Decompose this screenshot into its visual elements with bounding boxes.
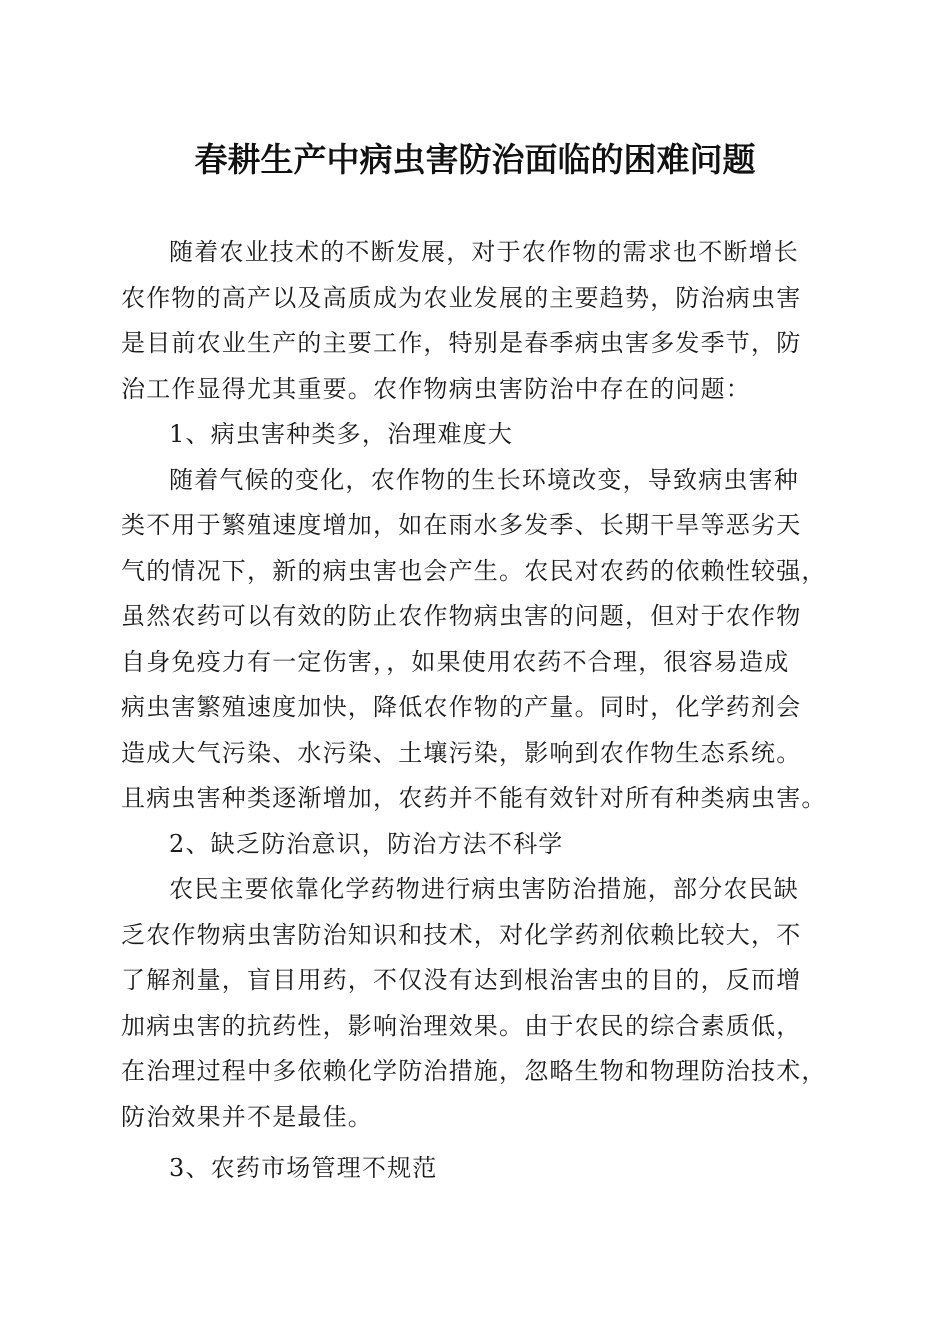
paragraph-3-line-5: 在治理过程中多依赖化学防治措施，忽略生物和物理防治技术， (121, 1057, 827, 1085)
paragraph-2-line-8: 且病虫害种类逐渐增加，农药并不能有效针对所有种类病虫害。 (121, 784, 827, 812)
paragraph-1-line-4: 治工作显得尤其重要。农作物病虫害防治中存在的问题： (121, 374, 751, 403)
section-heading-3: 3、农药市场管理不规范 (169, 1154, 438, 1182)
paragraph-3-line-6: 防治效果并不是最佳。 (121, 1102, 373, 1131)
paragraph-1-line-1: 随着农业技术的不断发展，对于农作物的需求也不断增长 (169, 238, 799, 266)
section-heading-1: 1、病虫害种类多，治理难度大 (169, 420, 514, 448)
paragraph-3-line-3: 了解剂量，盲目用药，不仅没有达到根治害虫的目的，反而增 (121, 966, 802, 994)
paragraph-2-line-3: 气的情况下，新的病虫害也会产生。农民对农药的依赖性较强， (121, 556, 827, 585)
paragraph-3-line-1: 农民主要依靠化学药物进行病虫害防治措施，部分农民缺 (169, 875, 799, 903)
paragraph-1-line-3: 是目前农业生产的主要工作，特别是春季病虫害多发季节，防 (121, 329, 802, 357)
document-title: 春耕生产中病虫害防治面临的困难问题 (194, 140, 756, 179)
section-heading-2: 2、缺乏防治意识，防治方法不科学 (169, 829, 564, 858)
paragraph-2-line-4: 虽然农药可以有效的防止农作物病虫害的问题，但对于农作物 (121, 602, 802, 630)
paragraph-2-line-6: 病虫害繁殖速度加快，降低农作物的产量。同时，化学药剂会 (121, 693, 802, 721)
paragraph-2-line-2: 类不用于繁殖速度增加，如在雨水多发季、长期干旱等恶劣天 (121, 511, 802, 539)
paragraph-2-line-5: 自身免疫力有一定伤害，，如果使用农药不合理，很容易造成 (121, 647, 790, 676)
paragraph-3-line-2: 乏农作物病虫害防治知识和技术，对化学药剂依赖比较大，不 (121, 920, 802, 949)
paragraph-3-line-4: 加病虫害的抗药性，影响治理效果。由于农民的综合素质低， (121, 1011, 802, 1040)
document-body (121, 230, 836, 1192)
paragraph-1-line-2: 农作物的高产以及高质成为农业发展的主要趋势，防治病虫害 (121, 283, 802, 312)
paragraph-2-line-1: 随着气候的变化，农作物的生长环境改变，导致病虫害种 (169, 465, 799, 494)
paragraph-2-line-7: 造成大气污染、水污染、土壤污染，影响到农作物生态系统。 (121, 738, 802, 767)
